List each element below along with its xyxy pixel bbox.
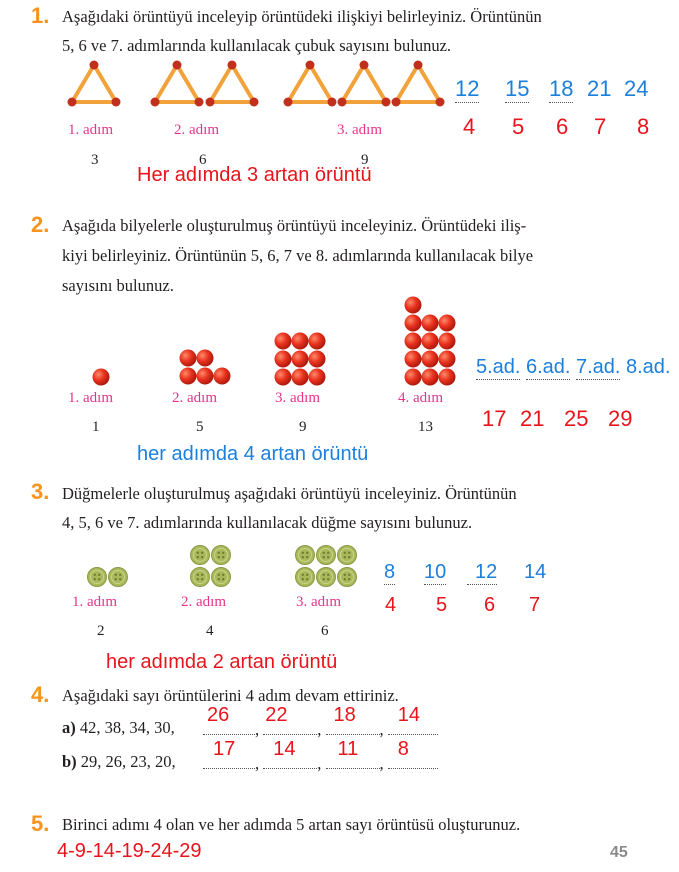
q4-text: Aşağıdaki sayı örüntülerini 4 adım devam ettiriniz. <box>62 686 399 705</box>
q5-text: Birinci adımı 4 olan ve her adımda 5 artan sayı örüntüsü oluşturunuz. <box>62 815 521 834</box>
q2-step1-label: 1. adım <box>68 390 113 406</box>
q1-step1-count: 3 <box>91 152 99 168</box>
q4a-blank-1 <box>203 704 255 735</box>
q2-text-line2: kiyi belirleyiniz. Örüntünün 5, 6, 7 ve 8. adımlarında kullanılacak bilye <box>62 246 534 265</box>
q2-answer-value-2: 21 <box>520 406 545 431</box>
q4b-answer-3: 11 <box>337 738 359 760</box>
q1-step2-count: 6 <box>199 152 207 168</box>
q3-text-line2: 4, 5, 6 ve 7. adımlarında kullanılacak düğme sayısını bulunuz. <box>62 513 473 532</box>
q2-answer-value-3: 25 <box>564 406 589 431</box>
q1-note: Her adımda 3 artan örüntü <box>137 164 372 186</box>
page-number: 45 <box>610 844 628 861</box>
q1-answer-value-2: 15 <box>505 76 530 101</box>
q2-step4-label: 4. adım <box>398 390 443 406</box>
matchstick-triangle <box>151 61 204 107</box>
q4a-sequence: 42, 38, 34, 30, <box>79 718 175 737</box>
q2-answer-value-4: 29 <box>608 406 633 431</box>
q4a-comma-3: , <box>379 720 384 739</box>
q3-step1-label: 1. adım <box>72 594 117 610</box>
matchstick-triangle <box>392 61 445 107</box>
q5-number: 5. <box>31 811 50 836</box>
q2-step3-label: 3. adım <box>275 390 320 406</box>
q4b-blank-3 <box>326 738 380 769</box>
q1-answer-value-5: 24 <box>624 76 649 101</box>
q1-answer-step-3: 6 <box>556 114 569 139</box>
q3-answer-value-1: 8 <box>384 561 396 583</box>
matchstick-triangle <box>206 61 259 107</box>
q3-answer-step-1: 4 <box>385 594 397 616</box>
q4a-label: a) <box>62 718 76 737</box>
q3-text-line1: Düğmelerle oluşturulmuş aşağıdaki örüntüyü inceleyiniz. Örüntünün <box>62 484 517 503</box>
q4b-answer-4: 8 <box>397 738 409 760</box>
q2-answer-label-3: 7.ad. <box>576 356 621 378</box>
q2-step2-count: 5 <box>196 419 204 435</box>
q1-answer-value-4: 21 <box>587 76 612 101</box>
q1-step2-label: 2. adım <box>174 122 219 138</box>
q4a-comma-2: , <box>317 720 322 739</box>
matchstick-triangle <box>338 61 391 107</box>
q2-answer-label-2: 6.ad. <box>526 356 571 378</box>
q4b-comma-1: , <box>255 754 260 773</box>
q4a-answer-1: 26 <box>207 704 230 726</box>
matchstick-triangle <box>68 61 121 107</box>
q4b-blanks <box>203 738 438 774</box>
q2-step2-label: 2. adım <box>172 390 217 406</box>
q4a-blank-3 <box>326 704 380 735</box>
q3-step1-count: 2 <box>97 623 105 639</box>
q3-step3-count: 6 <box>321 623 329 639</box>
q3-answer-value-2: 10 <box>424 561 447 583</box>
q3-answer-step-2: 5 <box>436 594 448 616</box>
q4a-answer-3: 18 <box>333 704 356 726</box>
q4a-blank-4 <box>388 704 438 735</box>
q4b-comma-3: , <box>379 754 384 773</box>
q4-number: 4. <box>31 682 50 707</box>
q4a-blanks <box>203 704 438 740</box>
q3-answer-step-4: 7 <box>529 594 541 616</box>
q4b-blank-1 <box>203 738 255 769</box>
q4b-comma-2: , <box>317 754 322 773</box>
q3-step2-count: 4 <box>206 623 214 639</box>
q1-matchstick-figures <box>60 55 450 115</box>
q4a-row <box>62 718 175 738</box>
q4b-row <box>62 752 176 772</box>
q1-answer-value-3: 18 <box>549 76 574 101</box>
q2-answer-value-1: 17 <box>482 406 507 431</box>
q1-answer-step-1: 4 <box>463 114 476 139</box>
q4b-label: b) <box>62 752 77 771</box>
q2-step3-count: 9 <box>299 419 307 435</box>
q3-step2-label: 2. adım <box>181 594 226 610</box>
q4a-blank-2 <box>263 704 317 735</box>
q3-answer-step-3: 6 <box>484 594 496 616</box>
q3-button-figures <box>80 540 370 592</box>
q3-answer-value-4: 14 <box>524 561 547 583</box>
q1-answer-step-4: 7 <box>594 114 607 139</box>
marble-group-step4 <box>405 297 456 386</box>
q3-number: 3. <box>31 479 50 504</box>
q2-answer-label-1: 5.ad. <box>476 356 521 378</box>
q2-number: 2. <box>31 212 50 237</box>
q1-step3-label: 3. adım <box>337 122 382 138</box>
q2-marble-figures <box>85 292 465 387</box>
q2-text-line1: Aşağıda bilyelerle oluşturulmuş örüntüyü inceleyiniz. Örüntüdeki iliş- <box>62 216 527 235</box>
q1-answer-value-1: 12 <box>455 76 480 101</box>
q4b-answer-1: 17 <box>213 738 236 760</box>
q1-answer-step-2: 5 <box>512 114 525 139</box>
q4b-sequence: 29, 26, 23, 20, <box>80 752 176 771</box>
matchstick-triangle <box>284 61 337 107</box>
q1-step1-label: 1. adım <box>68 122 113 138</box>
marble-group-step2 <box>180 350 231 385</box>
q4b-blank-4 <box>388 738 438 769</box>
q2-note: her adımda 4 artan örüntü <box>137 443 369 465</box>
q2-text-line3: sayısını bulunuz. <box>62 276 174 295</box>
q5-answer: 4-9-14-19-24-29 <box>57 840 202 862</box>
q1-step3-count: 9 <box>361 152 369 168</box>
q1-number: 1. <box>31 3 50 28</box>
q2-step1-count: 1 <box>92 419 100 435</box>
q4a-answer-4: 14 <box>397 704 420 726</box>
q4b-blank-2 <box>263 738 317 769</box>
q4a-comma-1: , <box>255 720 260 739</box>
q1-answer-step-5: 8 <box>637 114 650 139</box>
q4a-answer-2: 22 <box>265 704 288 726</box>
marble <box>93 369 110 386</box>
marble-group-step3 <box>275 333 326 386</box>
q3-note: her adımda 2 artan örüntü <box>106 651 338 673</box>
q3-step3-label: 3. adım <box>296 594 341 610</box>
q3-answer-value-3: 12 <box>467 561 497 585</box>
q1-text-line1: Aşağıdaki örüntüyü inceleyip örüntüdeki ilişkiyi belirleyiniz. Örüntünün <box>62 7 542 26</box>
q1-text-line2: 5, 6 ve 7. adımlarında kullanılacak çubuk sayısını bulunuz. <box>62 36 452 55</box>
q4b-answer-2: 14 <box>273 738 296 760</box>
q2-answer-label-4: 8.ad. <box>626 356 671 378</box>
q2-step4-count: 13 <box>418 419 433 435</box>
